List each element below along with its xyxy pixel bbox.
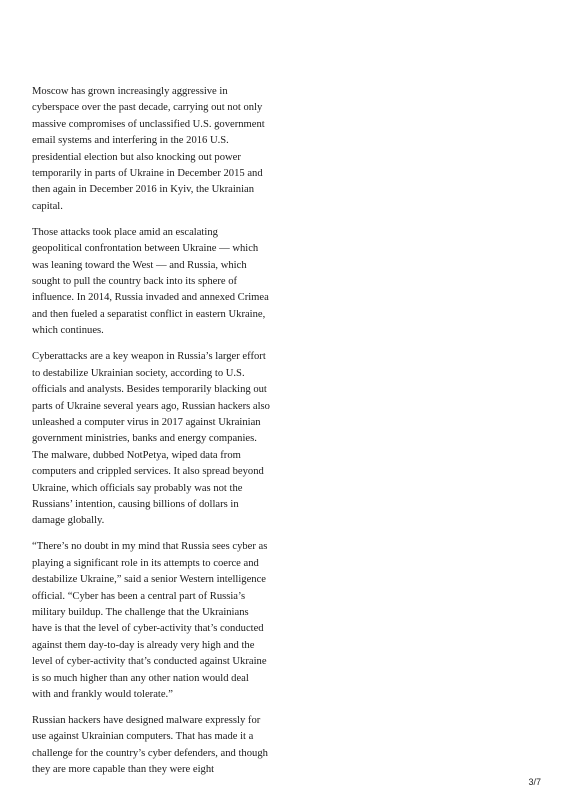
page-number: 3/7 — [528, 777, 541, 787]
article-paragraph-2: Those attacks took place amid an escalating geopolitical confrontation between Ukraine — which was leaning toward the West — and Russia, which sought to pull the country back into its sphere of influence. In 2014, Russia invaded and annexed Crimea and then fueled a separatist conflict in eastern Ukraine, which continues. — [32, 226, 269, 337]
article-paragraph-3: Cyberattacks are a key weapon in Russia’s larger effort to destabilize Ukrainian society, according to U.S. officials and analysts. Besides temporarily blacking out parts of Ukraine several years ago, Russian hackers also unleashed a computer virus in 2017 against Ukrainian government ministries, banks and energy companies. The malware, dubbed NotPetya, wiped data from computers and crippled services. It also spread beyond Ukraine, which officials say probably was not the Russians’ intention, causing billions of dollars in damage globally. — [32, 351, 270, 527]
article-paragraph-4: “There’s no doubt in my mind that Russia sees cyber as playing a significant role in its attempts to coerce and destabilize Ukraine,” said a senior Western intelligence official. “Cyber has been a central part of Russia’s military buildup. The challenge that the Ukrainians have is that the level of cyber-activity that’s conducted against them day-to-day is already very high and the level of cyber-activity that’s conducted against Ukraine is so much higher than any other nation would deal with and frankly would tolerate.” — [32, 541, 268, 700]
article-paragraph-1: Moscow has grown increasingly aggressive in cyberspace over the past decade, carrying out not only massive compromises of unclassified U.S. government email systems and interfering in the 2016 U.S. presidential election but also knocking out power temporarily in parts of Ukraine in December 2015 and then again in December 2016 in Kyiv, the Ukrainian capital. — [32, 86, 265, 212]
article-body — [32, 84, 270, 788]
article-paragraph-5: Russian hackers have designed malware expressly for use against Ukrainian computers. That has made it a challenge for the country’s cyber defenders, and though they are more capable than they were eight — [32, 715, 268, 776]
